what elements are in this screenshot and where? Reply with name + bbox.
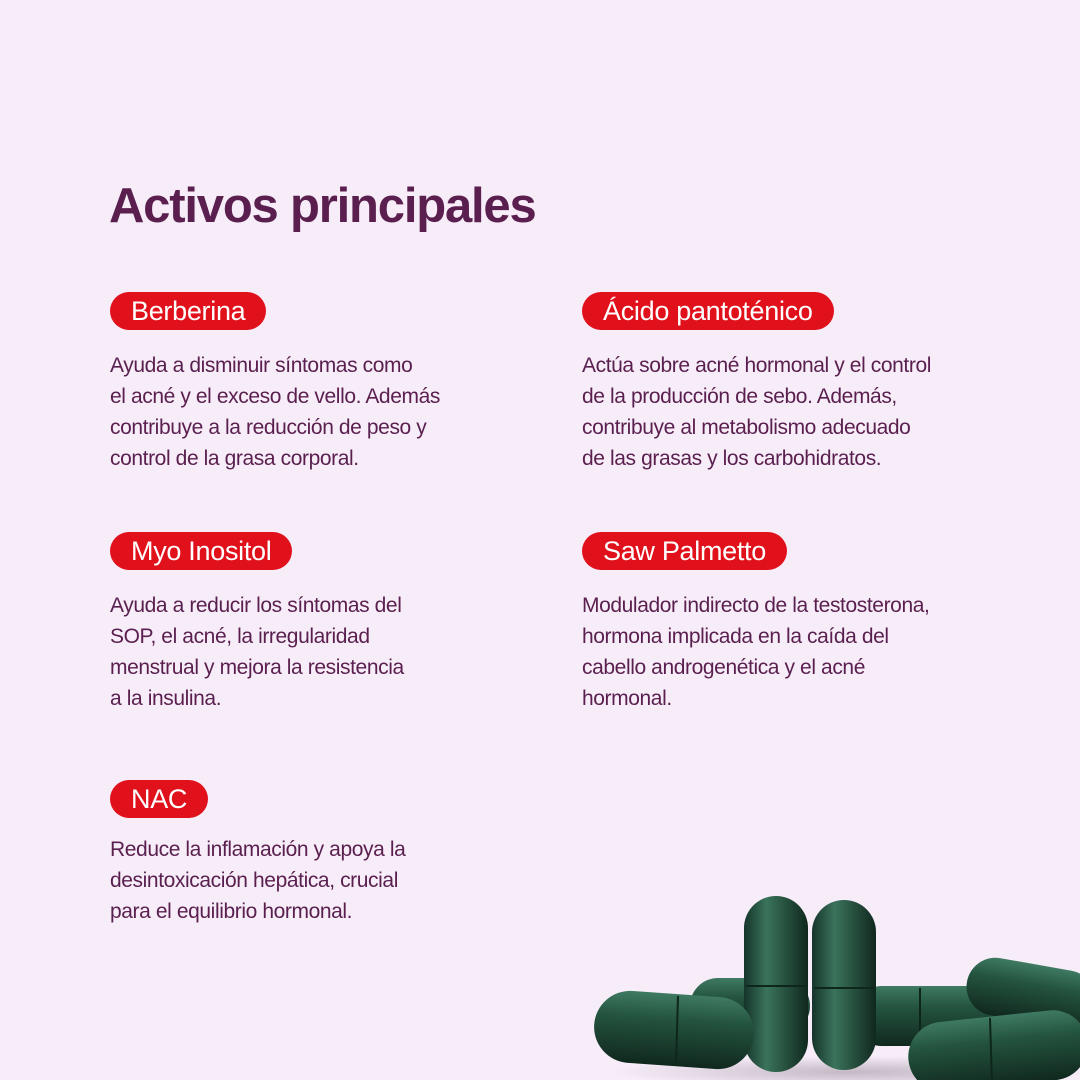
description-line: a la insulina. [110,687,222,710]
capsule [744,896,808,1072]
active-acido-pantotenico [582,292,1002,474]
active-description [582,590,1002,714]
description-line: contribuye a la reducción de peso y [110,416,427,439]
active-myo-inositol [110,532,470,714]
description-line: hormonal. [582,687,672,710]
capsule [592,989,757,1072]
description-line: de la producción de sebo. Además, [582,385,897,408]
description-line: SOP, el acné, la irregularidad [110,625,370,648]
description-line: Actúa sobre acné hormonal y el control [582,354,931,377]
active-name-badge: Saw Palmetto [582,532,787,570]
active-description [110,590,470,714]
description-line: de las grasas y los carbohidratos. [582,447,882,470]
description-line: para el equilibrio hormonal. [110,900,353,923]
page-title: Activos principales [109,179,536,233]
description-line: menstrual y mejora la resistencia [110,656,404,679]
active-description [582,350,1002,474]
description-line: Modulador indirecto de la testosterona, [582,594,930,617]
active-name-badge: Myo Inositol [110,532,292,570]
description-line: Ayuda a reducir los síntomas del [110,594,402,617]
active-berberina [110,292,490,474]
active-name-badge: Ácido pantoténico [582,292,834,330]
description-line: Ayuda a disminuir síntomas como [110,354,413,377]
description-line: hormona implicada en la caída del [582,625,889,648]
active-saw-palmetto [582,532,1002,714]
description-line: cabello androgenética y el acné [582,656,865,679]
capsule [812,900,876,1070]
description-line: contribuye al metabolismo adecuado [582,416,911,439]
active-name-badge: NAC [110,780,208,818]
active-name-badge: Berberina [110,292,266,330]
description-line: desintoxicación hepática, crucial [110,869,398,892]
description-line: control de la grasa corporal. [110,447,359,470]
active-description [110,350,490,474]
active-nac [110,780,470,927]
description-line: Reduce la inflamación y apoya la [110,838,406,861]
active-description [110,834,470,927]
description-line: el acné y el exceso de vello. Además [110,385,440,408]
capsules-image [590,890,1080,1080]
